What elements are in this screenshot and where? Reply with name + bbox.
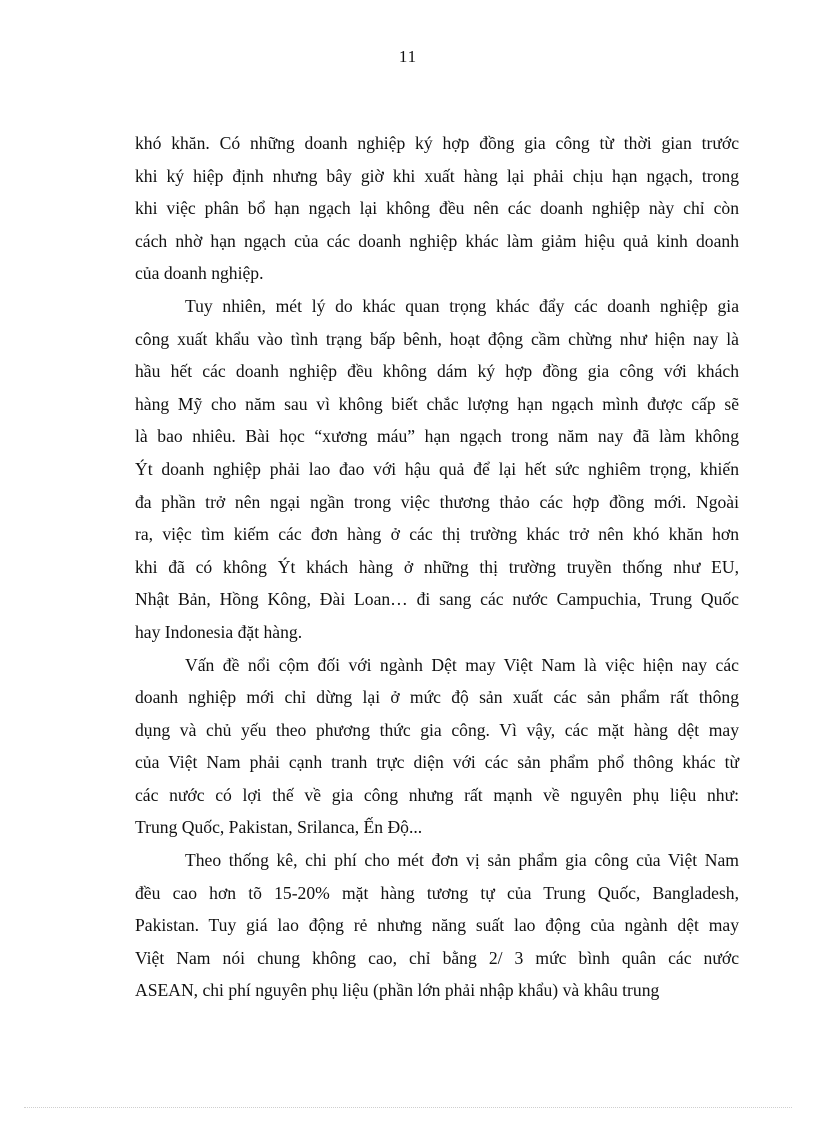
text-line: khi ký hiệp định nhưng bây giờ khi xuất hàng lại phải chịu hạn ngạch, trong <box>135 165 739 186</box>
text-line: Trung Quốc, Pakistan, Srilanca, Ến Độ... <box>135 817 423 838</box>
text-line: cách nhờ hạn ngạch của các doanh nghiệp khác làm giảm hiệu quả kinh doanh <box>135 230 739 251</box>
text-line: ASEAN, chi phí nguyên phụ liệu (phần lớn phải nhập khẩu) và khâu trung <box>135 980 660 1001</box>
text-line: Tuy nhiên, mét lý do khác quan trọng khác đẩy các doanh nghiệp gia <box>185 295 739 316</box>
text-line: hay Indonesia đặt hàng. <box>135 621 303 642</box>
text-line: khi việc phân bổ hạn ngạch lại không đều nên các doanh nghiệp này chỉ còn <box>135 198 739 219</box>
text-line: của doanh nghiệp. <box>135 263 264 284</box>
text-line: Pakistan. Tuy giá lao động rẻ nhưng năng suất lao động của ngành dệt may <box>135 915 739 936</box>
text-line: Nhật Bản, Hồng Kông, Đài Loan… đi sang các nước Campuchia, Trung Quốc <box>135 589 739 610</box>
text-line: đa phần trở nên ngại ngần trong việc thương thảo các hợp đồng mới. Ngoài <box>135 491 739 512</box>
paragraph <box>135 649 739 845</box>
text-line: Theo thống kê, chi phí cho mét đơn vị sản phẩm gia công của Việt Nam <box>185 850 739 871</box>
page-number: 11 <box>398 47 418 66</box>
text-line: khi đã có không Ýt khách hàng ở những thị trường truyền thống như EU, <box>135 556 739 577</box>
text-line: doanh nghiệp mới chỉ dừng lại ở mức độ sản xuất các sản phẩm rất thông <box>135 687 739 708</box>
text-line: khó khăn. Có những doanh nghiệp ký hợp đồng gia công từ thời gian trước <box>135 133 739 153</box>
text-line: của Việt Nam phải cạnh tranh trực diện với các sản phẩm phổ thông khác từ <box>135 752 739 773</box>
footer-divider <box>24 1107 792 1108</box>
paragraph <box>135 290 739 649</box>
document-body <box>135 127 739 1007</box>
text-line: đều cao hơn tõ 15-20% mặt hàng tương tự của Trung Quốc, Bangladesh, <box>135 882 739 903</box>
text-line: là bao nhiêu. Bài học “xương máu” hạn ngạch trong năm nay đã làm không <box>135 426 739 447</box>
paragraph <box>135 127 739 290</box>
text-line: dụng và chủ yếu theo phương thức gia công. Vì vậy, các mặt hàng dệt may <box>135 719 739 740</box>
text-line: hàng Mỹ cho năm sau vì không biết chắc lượng hạn ngạch mình được cấp sẽ <box>135 393 739 414</box>
text-line: công xuất khẩu vào tình trạng bấp bênh, hoạt động cầm chừng như hiện nay là <box>135 328 739 349</box>
text-line: Việt Nam nói chung không cao, chỉ bằng 2/ 3 mức bình quân các nước <box>135 947 739 968</box>
text-line: hầu hết các doanh nghiệp đều không dám ký hợp đồng gia công với khách <box>135 361 739 382</box>
text-line: Ýt doanh nghiệp phải lao đao với hậu quả để lại hết sức nghiêm trọng, khiến <box>135 458 739 479</box>
paragraph <box>135 844 739 1007</box>
text-line: Vấn đề nổi cộm đối với ngành Dệt may Việt Nam là việc hiện nay các <box>185 654 739 675</box>
text-line: ra, việc tìm kiếm các đơn hàng ở các thị trường khác trở nên khó khăn hơn <box>135 524 739 545</box>
text-line: các nước có lợi thế về gia công nhưng rất mạnh về nguyên phụ liệu như: <box>135 784 739 805</box>
